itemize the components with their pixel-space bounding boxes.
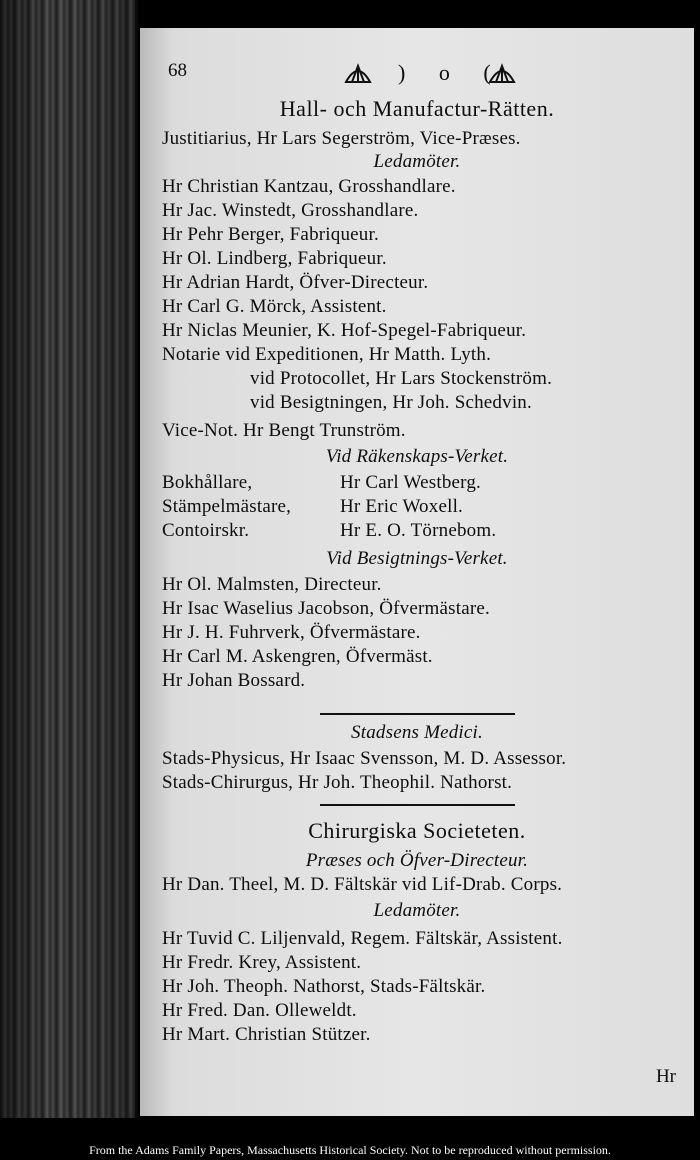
member-entry: Hr Tuvid C. Liljenvald, Regem. Fältskär, Assistent.	[162, 928, 563, 949]
person-name: Hr E. O. Törnebom.	[340, 520, 497, 541]
role-label: Contoirskr.	[162, 520, 250, 541]
medici-entry: Stads-Chirurgus, Hr Joh. Theophil. Nathorst.	[162, 772, 513, 793]
medici-entry: Stads-Physicus, Hr Isaac Svensson, M. D. Assessor.	[162, 748, 567, 769]
member-entry: Hr Joh. Theoph. Nathorst, Stads-Fältskär.	[162, 976, 486, 997]
besigtning-entry: Hr Johan Bossard.	[162, 670, 306, 691]
section-divider	[320, 713, 515, 715]
members-heading: Ledamöter.	[373, 900, 461, 921]
header-ornament	[340, 58, 520, 88]
member-entry: Hr Pehr Berger, Fabriqueur.	[162, 224, 379, 245]
section-title-medici: Stadsens Medici.	[351, 722, 483, 743]
spine-shadow	[0, 0, 135, 1118]
notarie-line: vid Besigtningen, Hr Joh. Schedvin.	[250, 392, 532, 413]
section-title-hall: Hall- och Manufactur-Rätten.	[279, 96, 555, 121]
member-entry: Hr Niclas Meunier, K. Hof-Spegel-Fabriqueur.	[162, 320, 527, 341]
role-label: Stämpelmästare,	[162, 496, 292, 517]
person-name: Hr Carl Westberg.	[340, 472, 482, 493]
besigtning-entry: Hr Isac Waselius Jacobson, Öfvermästare.	[162, 598, 490, 619]
vice-notarie-line: Vice-Not. Hr Bengt Trunström.	[162, 420, 406, 441]
section-divider	[320, 804, 515, 806]
member-entry: Hr Ol. Lindberg, Fabriqueur.	[162, 248, 387, 269]
notarie-line: vid Protocollet, Hr Lars Stockenström.	[250, 368, 553, 389]
book-page	[140, 28, 694, 1116]
besigtning-entry: Hr J. H. Fuhrverk, Öfvermästare.	[162, 622, 421, 643]
subheading-rakenskap: Vid Räkenskaps-Verket.	[325, 446, 509, 467]
besigtning-entry: Hr Carl M. Askengren, Öfvermäst.	[162, 646, 433, 667]
header-ornament-text: ) o (	[398, 60, 505, 85]
justitiarius-line: Justitiarius, Hr Lars Segerström, Vice-Præses.	[162, 128, 521, 149]
person-name: Hr Eric Woxell.	[340, 496, 464, 517]
member-entry: Hr Fred. Dan. Olleweldt.	[162, 1000, 357, 1021]
besigtning-entry: Hr Ol. Malmsten, Directeur.	[162, 574, 382, 595]
copyright-footer: From the Adams Family Papers, Massachusetts Historical Society. Not to be reproduced without permission.	[89, 1143, 611, 1157]
subheading-besigtning: Vid Besigtnings-Verket.	[326, 548, 508, 569]
subheading-praeses: Præses och Öfver-Directeur.	[305, 850, 529, 871]
member-entry: Hr Christian Kantzau, Grosshandlare.	[162, 176, 456, 197]
page-number: 68	[168, 60, 187, 81]
notarie-line: Notarie vid Expeditionen, Hr Matth. Lyth.	[162, 344, 492, 365]
member-entry: Hr Adrian Hardt, Öfver-Directeur.	[162, 272, 429, 293]
president-entry: Hr Dan. Theel, M. D. Fältskär vid Lif-Drab. Corps.	[162, 874, 563, 895]
section-title-chirurgiska: Chirurgiska Societeten.	[308, 818, 526, 843]
role-label: Bokhållare,	[162, 472, 253, 493]
member-entry: Hr Mart. Christian Stützer.	[162, 1024, 371, 1045]
member-entry: Hr Fredr. Krey, Assistent.	[162, 952, 362, 973]
catchword: Hr	[655, 1066, 676, 1087]
member-entry: Hr Carl G. Mörck, Assistent.	[162, 296, 387, 317]
members-heading: Ledamöter.	[373, 151, 461, 172]
member-entry: Hr Jac. Winstedt, Grosshandlare.	[162, 200, 419, 221]
